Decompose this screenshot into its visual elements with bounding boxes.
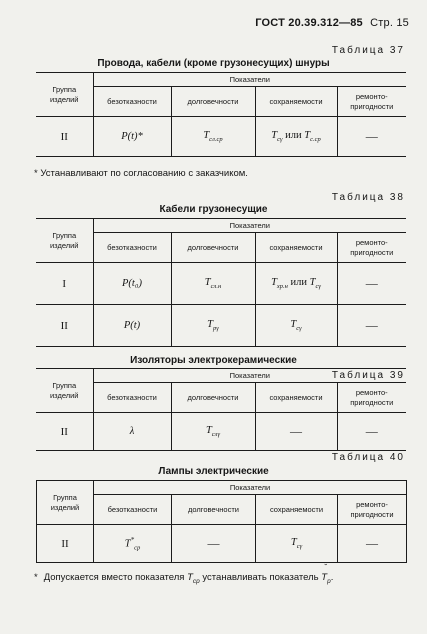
footnote-text: Допускается вместо показателя: [43, 572, 185, 583]
table37-title: Провода, кабели (кроме грузонесущих) шнуры: [97, 58, 330, 69]
col-reliability: безотказности: [93, 383, 171, 413]
col-indicators-header: Показатели: [94, 481, 407, 495]
col-reliability: безотказности: [93, 87, 171, 117]
repairability-cell: —: [337, 263, 406, 305]
col-durability: долговечности: [172, 495, 256, 525]
col-indicators-header: Показатели: [93, 73, 406, 87]
col-reliability: безотказности: [93, 233, 171, 263]
col-storability: сохраняемости: [255, 87, 337, 117]
bottom-footnote: * Допускается вместо показателя $T_{ср}$ устанавливать показатель ˘ $T_р$.: [34, 563, 334, 585]
reliability-cell: λ: [93, 413, 171, 451]
durability-cell: —: [172, 525, 256, 563]
table37: [36, 72, 406, 157]
group-cell: II: [36, 117, 93, 157]
group-cell: II: [36, 413, 93, 451]
storability-cell: —: [255, 413, 337, 451]
durability-cell: $T_{сл.н}$: [171, 263, 255, 305]
storability-cell: $T_{хр.н}$ или $T_{с\gamma}$: [255, 263, 337, 305]
table-row: [36, 413, 406, 451]
col-reliability: безотказности: [94, 495, 172, 525]
reliability-cell: P(t)*: [93, 117, 171, 157]
repairability-cell: —: [337, 305, 406, 347]
col-durability: долговечности: [171, 87, 255, 117]
repairability-cell: —: [337, 117, 406, 157]
storability-cell: $T_{с\gamma}$: [256, 525, 338, 563]
col-repairability: ремонто- пригодности: [337, 87, 406, 117]
group-cell: II: [37, 525, 94, 563]
standard-number: ГОСТ 20.39.312—85: [255, 17, 363, 29]
reliability-cell: $T^*_{ср}$: [94, 525, 172, 563]
reliability-cell: P(t): [93, 305, 171, 347]
table-row: [36, 117, 406, 157]
table40-label: Таблица 40: [331, 452, 405, 463]
table38-label: Таблица 38: [331, 192, 405, 203]
table39-label: Таблица 39: [331, 370, 405, 381]
repairability-cell: —: [337, 413, 406, 451]
footnote-symbol-a: $T_{ср}$: [187, 572, 200, 585]
page-header: [255, 17, 409, 29]
table-row: [36, 305, 406, 347]
group-cell: I: [36, 263, 93, 305]
col-storability: сохраняемости: [255, 233, 337, 263]
storability-cell: $T_{с\gamma}$: [255, 305, 337, 347]
col-repairability: ремонто- пригодности: [338, 495, 407, 525]
durability-cell: $T_{сл\gamma}$: [171, 413, 255, 451]
col-storability: сохраняемости: [255, 383, 337, 413]
col-group-header: Группа изделий: [36, 73, 93, 117]
col-group-header: Группа изделий: [37, 481, 94, 525]
col-durability: долговечности: [171, 383, 255, 413]
durability-cell: $T_{р\gamma}$: [171, 305, 255, 347]
repairability-cell: —: [338, 525, 407, 563]
table40-title: Лампы электрические: [158, 466, 269, 477]
footnote-middle: устанавливать показатель: [202, 572, 319, 583]
col-group-header: Группа изделий: [36, 219, 93, 263]
table39: [36, 368, 406, 451]
col-repairability: ремонто- пригодности: [337, 233, 406, 263]
table-row: [36, 263, 406, 305]
footnote-mark: *: [34, 572, 38, 583]
table37-footnote: * Устанавливают по согласованию с заказчиком.: [34, 168, 248, 179]
footnote-symbol-b: ˘ $T_р$: [321, 563, 331, 585]
col-repairability: ремонто- пригодности: [337, 383, 406, 413]
reliability-cell: P(t₀): [93, 263, 171, 305]
table38-title: Кабели грузонесущие: [159, 204, 268, 215]
table38: [36, 218, 406, 347]
col-indicators-header: Показатели: [93, 219, 406, 233]
table39-title: Изоляторы электрокерамические: [130, 355, 297, 366]
table37-label: Таблица 37: [331, 45, 405, 56]
storability-cell: $T_{с\gamma}$ или $T_{с.ср}$: [255, 117, 337, 157]
table40: [36, 480, 407, 563]
table-row: [37, 525, 407, 563]
col-storability: сохраняемости: [256, 495, 338, 525]
col-durability: долговечности: [171, 233, 255, 263]
durability-cell: $T_{сл.ср}$: [171, 117, 255, 157]
group-cell: II: [36, 305, 93, 347]
col-group-header: Группа изделий: [36, 369, 93, 413]
page-number: Стр. 15: [370, 17, 409, 29]
col-indicators-header: Показатели: [93, 369, 406, 383]
